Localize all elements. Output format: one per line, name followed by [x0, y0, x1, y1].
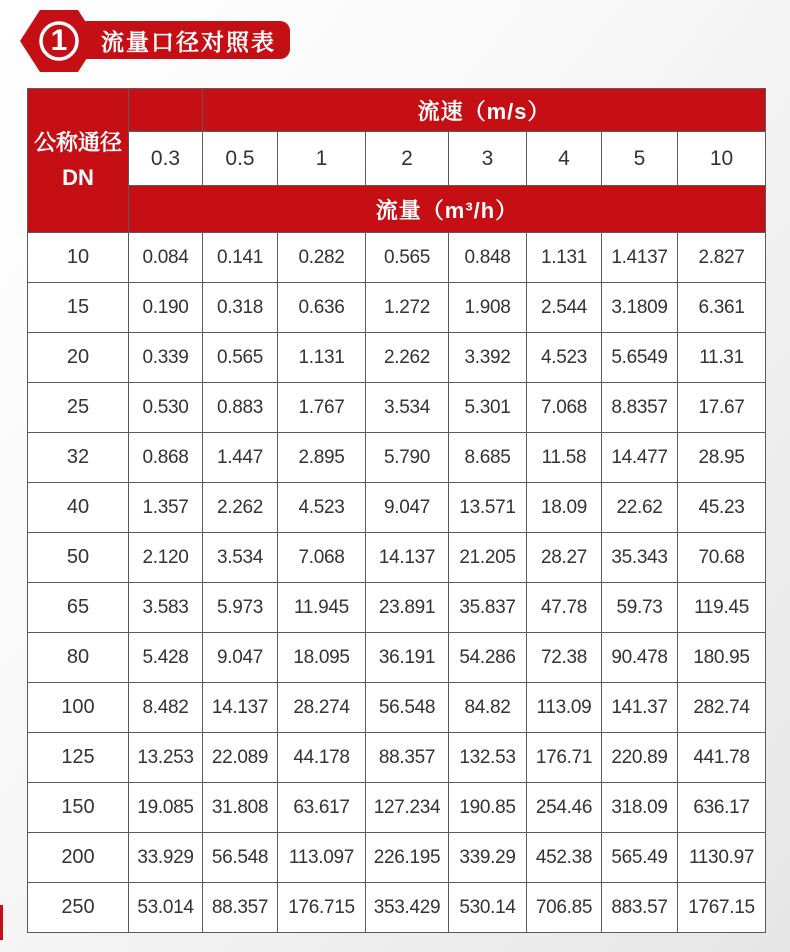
flow-value: 1130.97 [678, 833, 766, 883]
flow-value: 452.38 [527, 833, 602, 883]
flow-value: 0.339 [129, 333, 203, 383]
flow-value: 3.534 [366, 383, 449, 433]
corner-header-line2: DN [62, 164, 94, 190]
flow-value: 13.571 [449, 483, 527, 533]
corner-header-dn [28, 89, 129, 233]
flow-value: 706.85 [527, 883, 602, 933]
flow-value: 0.190 [129, 283, 203, 333]
flow-value: 17.67 [678, 383, 766, 433]
flow-value: 31.808 [203, 783, 278, 833]
flow-value: 45.23 [678, 483, 766, 533]
flow-value: 226.195 [366, 833, 449, 883]
flow-value: 2.895 [278, 433, 366, 483]
table-row [28, 833, 766, 883]
flow-value: 141.37 [602, 683, 678, 733]
flow-value: 44.178 [278, 733, 366, 783]
table-row [28, 783, 766, 833]
flow-value: 0.530 [129, 383, 203, 433]
empty-header-cell [129, 89, 203, 132]
flow-value: 14.137 [203, 683, 278, 733]
flow-value: 53.014 [129, 883, 203, 933]
flow-value: 180.95 [678, 633, 766, 683]
flow-value: 3.534 [203, 533, 278, 583]
flow-value: 530.14 [449, 883, 527, 933]
table-row [28, 683, 766, 733]
flow-value: 565.49 [602, 833, 678, 883]
flow-header: 流量（m³/h） [129, 186, 766, 233]
flow-value: 56.548 [203, 833, 278, 883]
dn-value: 125 [28, 733, 129, 783]
flow-value: 63.617 [278, 783, 366, 833]
dn-value: 80 [28, 633, 129, 683]
flow-value: 47.78 [527, 583, 602, 633]
flow-value: 36.191 [366, 633, 449, 683]
flow-value: 0.282 [278, 233, 366, 283]
flow-value: 220.89 [602, 733, 678, 783]
flow-value: 353.429 [366, 883, 449, 933]
table-row [28, 233, 766, 283]
table-row [28, 883, 766, 933]
flow-value: 23.891 [366, 583, 449, 633]
dn-value: 32 [28, 433, 129, 483]
section-number-badge [20, 7, 98, 75]
flow-value: 0.848 [449, 233, 527, 283]
velocity-value: 5 [602, 132, 678, 186]
flow-value: 72.38 [527, 633, 602, 683]
flow-value: 21.205 [449, 533, 527, 583]
flow-value: 127.234 [366, 783, 449, 833]
flow-value: 28.27 [527, 533, 602, 583]
table-row [28, 433, 766, 483]
flow-value: 119.45 [678, 583, 766, 633]
flow-value: 0.565 [203, 333, 278, 383]
flow-value: 0.318 [203, 283, 278, 333]
flow-value: 1767.15 [678, 883, 766, 933]
table-row [28, 333, 766, 383]
flow-value: 18.09 [527, 483, 602, 533]
flow-value: 441.78 [678, 733, 766, 783]
flow-value: 1.131 [278, 333, 366, 383]
flow-value: 88.357 [203, 883, 278, 933]
section-number: 1 [50, 24, 68, 57]
flow-value: 54.286 [449, 633, 527, 683]
flow-value: 0.636 [278, 283, 366, 333]
dn-value: 15 [28, 283, 129, 333]
flow-value: 318.09 [602, 783, 678, 833]
dn-value: 20 [28, 333, 129, 383]
flow-value: 22.62 [602, 483, 678, 533]
flow-value: 28.95 [678, 433, 766, 483]
flow-value: 5.301 [449, 383, 527, 433]
flow-value: 5.6549 [602, 333, 678, 383]
flow-value: 1.4137 [602, 233, 678, 283]
velocity-value: 1 [278, 132, 366, 186]
flow-value: 11.945 [278, 583, 366, 633]
velocity-value: 10 [678, 132, 766, 186]
velocity-values-row [28, 132, 766, 186]
flow-value: 5.790 [366, 433, 449, 483]
flow-value: 90.478 [602, 633, 678, 683]
flow-value: 113.09 [527, 683, 602, 733]
flow-value: 59.73 [602, 583, 678, 633]
flow-value: 0.084 [129, 233, 203, 283]
flow-value: 5.973 [203, 583, 278, 633]
flow-value: 2.262 [366, 333, 449, 383]
flow-value: 13.253 [129, 733, 203, 783]
flow-value: 28.274 [278, 683, 366, 733]
velocity-header: 流速（m/s） [203, 89, 766, 132]
flow-value: 1.357 [129, 483, 203, 533]
flow-value: 1.447 [203, 433, 278, 483]
flow-value: 8.482 [129, 683, 203, 733]
flow-value: 18.095 [278, 633, 366, 683]
flow-value: 1.767 [278, 383, 366, 433]
flow-value: 254.46 [527, 783, 602, 833]
flow-value: 1.131 [527, 233, 602, 283]
flow-value: 0.868 [129, 433, 203, 483]
flow-value: 0.883 [203, 383, 278, 433]
section-title-pill [77, 21, 290, 59]
flow-value: 88.357 [366, 733, 449, 783]
table-row [28, 283, 766, 333]
flow-value: 339.29 [449, 833, 527, 883]
dn-value: 250 [28, 883, 129, 933]
flow-value: 35.837 [449, 583, 527, 633]
dn-value: 65 [28, 583, 129, 633]
table-row [28, 483, 766, 533]
flow-value: 282.74 [678, 683, 766, 733]
flow-value: 11.58 [527, 433, 602, 483]
dn-value: 40 [28, 483, 129, 533]
flow-value: 14.137 [366, 533, 449, 583]
table-row [28, 533, 766, 583]
flow-value: 7.068 [527, 383, 602, 433]
flow-value: 1.908 [449, 283, 527, 333]
flow-value: 2.262 [203, 483, 278, 533]
flow-value: 2.120 [129, 533, 203, 583]
dn-value: 10 [28, 233, 129, 283]
corner-header-line1: 公称通径 [33, 130, 122, 156]
flow-value: 9.047 [203, 633, 278, 683]
dn-value: 200 [28, 833, 129, 883]
flow-value: 4.523 [527, 333, 602, 383]
flow-value: 3.583 [129, 583, 203, 633]
flow-value: 636.17 [678, 783, 766, 833]
velocity-value: 2 [366, 132, 449, 186]
dn-value: 50 [28, 533, 129, 583]
flow-value: 22.089 [203, 733, 278, 783]
flow-value: 176.71 [527, 733, 602, 783]
velocity-value: 3 [449, 132, 527, 186]
velocity-value: 0.5 [203, 132, 278, 186]
flow-value: 1.272 [366, 283, 449, 333]
table-body [28, 233, 766, 933]
flow-value: 2.544 [527, 283, 602, 333]
flow-value: 70.68 [678, 533, 766, 583]
flow-value: 7.068 [278, 533, 366, 583]
table-row [28, 633, 766, 683]
flow-value: 883.57 [602, 883, 678, 933]
flow-value: 0.141 [203, 233, 278, 283]
dn-value: 100 [28, 683, 129, 733]
velocity-value: 4 [527, 132, 602, 186]
flow-value: 84.82 [449, 683, 527, 733]
dn-value: 150 [28, 783, 129, 833]
flow-value: 56.548 [366, 683, 449, 733]
flow-diameter-table [27, 88, 766, 933]
table-row [28, 733, 766, 783]
flow-value: 14.477 [602, 433, 678, 483]
flow-value: 6.361 [678, 283, 766, 333]
flow-value: 190.85 [449, 783, 527, 833]
flow-value: 4.523 [278, 483, 366, 533]
flow-value: 3.392 [449, 333, 527, 383]
flow-value: 33.929 [129, 833, 203, 883]
flow-value: 8.685 [449, 433, 527, 483]
flow-value: 113.097 [278, 833, 366, 883]
flow-value: 176.715 [278, 883, 366, 933]
flow-value: 19.085 [129, 783, 203, 833]
page-edge-red-sliver [0, 905, 3, 940]
flow-value: 11.31 [678, 333, 766, 383]
velocity-value: 0.3 [129, 132, 203, 186]
dn-value: 25 [28, 383, 129, 433]
flow-value: 8.8357 [602, 383, 678, 433]
flow-value: 3.1809 [602, 283, 678, 333]
table-row [28, 383, 766, 433]
table-row [28, 583, 766, 633]
flow-value: 35.343 [602, 533, 678, 583]
flow-value: 0.565 [366, 233, 449, 283]
flow-value: 132.53 [449, 733, 527, 783]
flow-value: 9.047 [366, 483, 449, 533]
flow-value: 5.428 [129, 633, 203, 683]
flow-value: 2.827 [678, 233, 766, 283]
section-title: 流量口径对照表 [101, 28, 276, 55]
